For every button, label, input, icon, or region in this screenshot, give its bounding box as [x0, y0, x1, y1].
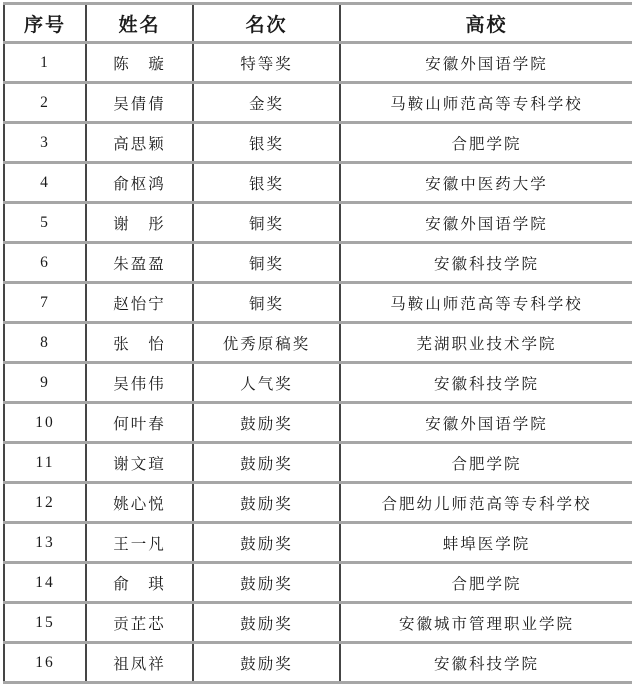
name-cell: 俞枢鸿: [86, 163, 193, 203]
award-table-container: [3, 2, 631, 684]
name-cell: 高思颖: [86, 123, 193, 163]
row-number-cell: 16: [4, 643, 86, 683]
row-number-cell: 2: [4, 83, 86, 123]
table-row: [4, 643, 632, 683]
row-number-cell: 3: [4, 123, 86, 163]
rank-cell: 鼓励奖: [193, 603, 340, 643]
rank-cell: 鼓励奖: [193, 643, 340, 683]
table-row: [4, 123, 632, 163]
row-number-cell: 15: [4, 603, 86, 643]
school-cell: 安徽科技学院: [340, 243, 632, 283]
school-cell: 合肥幼儿师范高等专科学校: [340, 483, 632, 523]
row-number-cell: 6: [4, 243, 86, 283]
row-number-cell: 9: [4, 363, 86, 403]
name-cell: 祖凤祥: [86, 643, 193, 683]
header-rank: 名次: [193, 4, 340, 43]
row-number-cell: 10: [4, 403, 86, 443]
table-row: [4, 323, 632, 363]
school-cell: 安徽科技学院: [340, 363, 632, 403]
name-cell: 赵怡宁: [86, 283, 193, 323]
rank-cell: 金奖: [193, 83, 340, 123]
name-cell: 谢文瑄: [86, 443, 193, 483]
rank-cell: 人气奖: [193, 363, 340, 403]
header-name: 姓名: [86, 4, 193, 43]
table-row: [4, 283, 632, 323]
row-number-cell: 5: [4, 203, 86, 243]
table-row: [4, 203, 632, 243]
rank-cell: 鼓励奖: [193, 563, 340, 603]
header-no: 序号: [4, 4, 86, 43]
table-row: [4, 523, 632, 563]
table-row: [4, 43, 632, 83]
name-cell: 张 怡: [86, 323, 193, 363]
school-cell: 合肥学院: [340, 443, 632, 483]
table-row: [4, 563, 632, 603]
name-cell: 吴倩倩: [86, 83, 193, 123]
name-cell: 贡芷芯: [86, 603, 193, 643]
rank-cell: 银奖: [193, 163, 340, 203]
school-cell: 安徽科技学院: [340, 643, 632, 683]
rank-cell: 鼓励奖: [193, 443, 340, 483]
table-row: [4, 403, 632, 443]
school-cell: 合肥学院: [340, 123, 632, 163]
rank-cell: 鼓励奖: [193, 483, 340, 523]
rank-cell: 铜奖: [193, 243, 340, 283]
table-row: [4, 163, 632, 203]
row-number-cell: 14: [4, 563, 86, 603]
name-cell: 朱盈盈: [86, 243, 193, 283]
school-cell: 安徽城市管理职业学院: [340, 603, 632, 643]
name-cell: 陈 璇: [86, 43, 193, 83]
school-cell: 安徽外国语学院: [340, 43, 632, 83]
row-number-cell: 13: [4, 523, 86, 563]
row-number-cell: 1: [4, 43, 86, 83]
row-number-cell: 11: [4, 443, 86, 483]
table-row: [4, 83, 632, 123]
header-school: 高校: [340, 4, 632, 43]
table-row: [4, 483, 632, 523]
name-cell: 何叶春: [86, 403, 193, 443]
row-number-cell: 4: [4, 163, 86, 203]
rank-cell: 鼓励奖: [193, 403, 340, 443]
row-number-cell: 7: [4, 283, 86, 323]
school-cell: 安徽中医药大学: [340, 163, 632, 203]
rank-cell: 银奖: [193, 123, 340, 163]
name-cell: 吴伟伟: [86, 363, 193, 403]
rank-cell: 特等奖: [193, 43, 340, 83]
name-cell: 姚心悦: [86, 483, 193, 523]
rank-cell: 铜奖: [193, 283, 340, 323]
header-row: [4, 4, 632, 43]
award-results-table: [3, 2, 632, 684]
table-row: [4, 603, 632, 643]
table-body: [4, 43, 632, 683]
school-cell: 马鞍山师范高等专科学校: [340, 83, 632, 123]
row-number-cell: 8: [4, 323, 86, 363]
table-row: [4, 443, 632, 483]
rank-cell: 优秀原稿奖: [193, 323, 340, 363]
name-cell: 谢 彤: [86, 203, 193, 243]
school-cell: 马鞍山师范高等专科学校: [340, 283, 632, 323]
school-cell: 芜湖职业技术学院: [340, 323, 632, 363]
name-cell: 俞 琪: [86, 563, 193, 603]
school-cell: 蚌埠医学院: [340, 523, 632, 563]
rank-cell: 铜奖: [193, 203, 340, 243]
row-number-cell: 12: [4, 483, 86, 523]
table-row: [4, 243, 632, 283]
table-row: [4, 363, 632, 403]
school-cell: 合肥学院: [340, 563, 632, 603]
rank-cell: 鼓励奖: [193, 523, 340, 563]
name-cell: 王一凡: [86, 523, 193, 563]
school-cell: 安徽外国语学院: [340, 203, 632, 243]
school-cell: 安徽外国语学院: [340, 403, 632, 443]
